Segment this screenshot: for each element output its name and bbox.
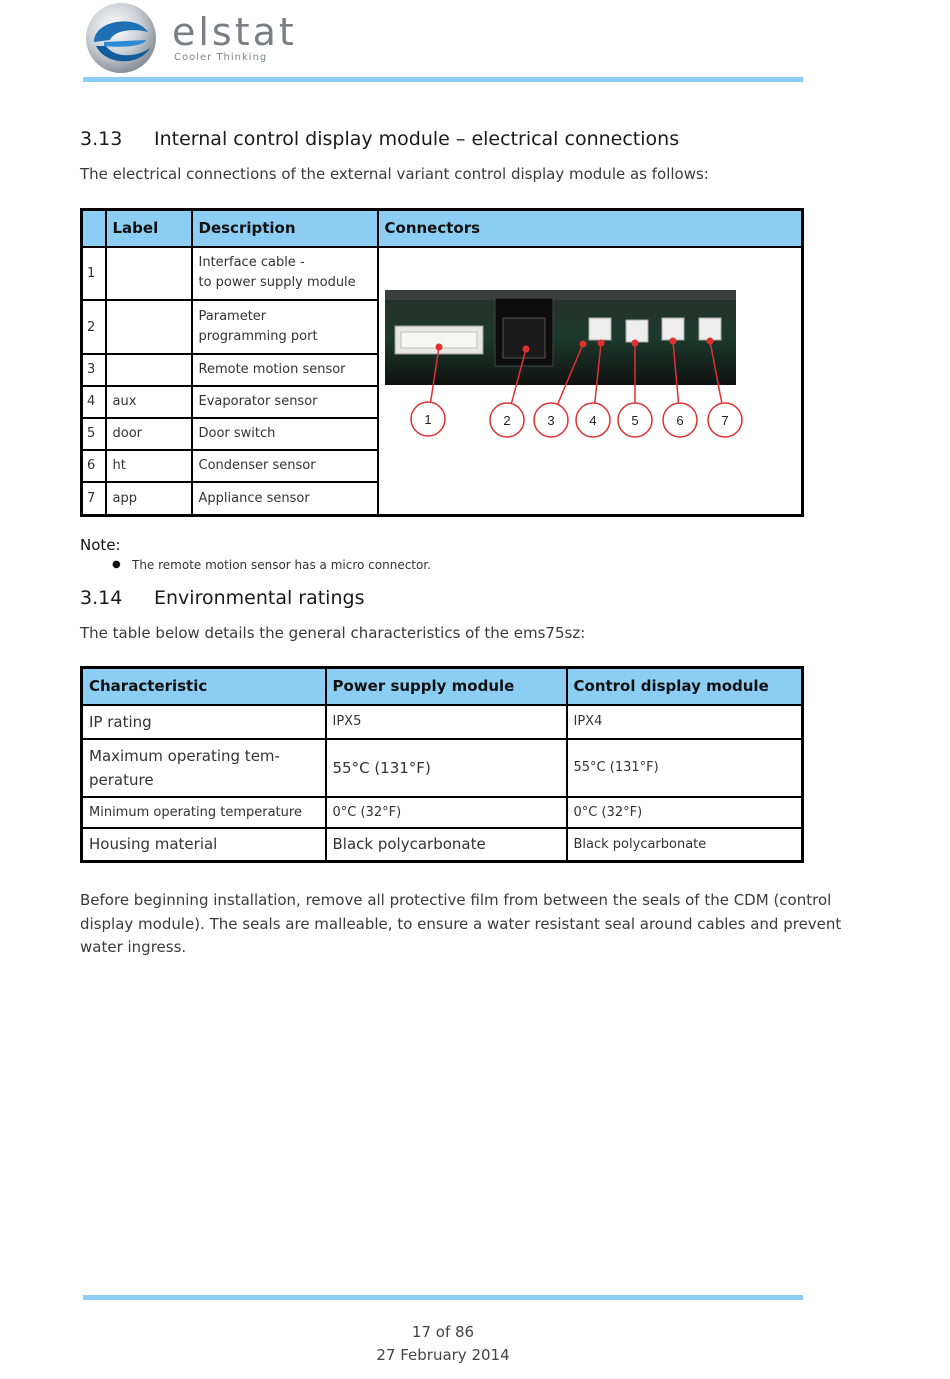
header-cell: Label [106, 210, 192, 247]
page-number: 17 of 86 [411, 1323, 475, 1341]
header-cell: Description [192, 210, 378, 247]
closing-paragraph [80, 889, 841, 960]
row-number: 4 [82, 386, 106, 418]
table-row [82, 797, 803, 828]
row-label: aux [106, 386, 192, 418]
paragraph-line: water ingress. [80, 938, 187, 956]
description-line: Interface cable - [198, 255, 305, 271]
row-description: Door switch [192, 418, 378, 450]
paragraph-line: Before beginning installation, remove all protective film from between the seals of the CDM (control [80, 891, 832, 909]
callout-label: 5 [630, 412, 639, 428]
header-cell: Power supply module [326, 668, 567, 705]
control-display-cell: IPX4 [567, 705, 803, 739]
row-number: 3 [82, 354, 106, 386]
header-cell [82, 210, 106, 247]
control-display-cell: 55°C (131°F) [567, 739, 803, 797]
row-description [192, 300, 378, 354]
section-title: Environmental ratings [154, 587, 365, 609]
section-intro: The table below details the general characteristics of the ems75sz: [80, 624, 586, 642]
row-label: ht [106, 450, 192, 482]
row-description: Remote motion sensor [192, 354, 378, 386]
header-cell: Characteristic [82, 668, 326, 705]
callout-label: 3 [546, 412, 555, 428]
bullet-icon: ● [112, 559, 121, 570]
callout-label: 4 [588, 412, 597, 428]
callout-label: 7 [720, 412, 729, 428]
connections-table [80, 208, 804, 517]
connector-board-photo [379, 248, 804, 510]
description-line: to power supply module [198, 275, 356, 291]
callout-label: 1 [423, 411, 432, 427]
row-label: door [106, 418, 192, 450]
connectors-cell [378, 247, 803, 516]
row-description: Evaporator sensor [192, 386, 378, 418]
table-row [82, 828, 803, 862]
characteristic-line: perature [89, 770, 154, 789]
paragraph-line: display module). The seals are malleable, to ensure a water resistant seal around cables and prevent [80, 914, 842, 933]
table-row [82, 705, 803, 739]
row-label [106, 354, 192, 386]
row-description: Condenser sensor [192, 450, 378, 482]
description-line: Parameter [198, 309, 267, 325]
row-label [106, 247, 192, 301]
table-row [82, 739, 803, 797]
header-rule [83, 77, 803, 82]
table-row [82, 247, 803, 301]
document-date: 27 February 2014 [376, 1346, 510, 1364]
characteristic-cell: IP rating [82, 705, 326, 739]
note-item: The remote motion sensor has a micro connector. [132, 558, 431, 572]
control-display-cell: Black polycarbonate [567, 828, 803, 862]
callout-label: 2 [502, 412, 511, 428]
characteristic-line: Maximum operating tem- [89, 746, 280, 765]
row-number: 6 [82, 450, 106, 482]
header-cell: Connectors [378, 210, 803, 247]
table-header-row [82, 668, 803, 705]
power-supply-cell: 0°C (32°F) [326, 797, 567, 828]
row-label: app [106, 482, 192, 515]
control-display-cell: 0°C (32°F) [567, 797, 803, 828]
row-label [106, 300, 192, 354]
row-description: Appliance sensor [192, 482, 378, 515]
power-supply-cell: 55°C (131°F) [326, 739, 567, 797]
elstat-logo-icon [84, 2, 158, 74]
row-number: 1 [82, 247, 106, 301]
table-header-row [82, 210, 803, 247]
brand-tagline: Cooler Thinking [174, 52, 268, 63]
description-line: programming port [198, 329, 318, 345]
power-supply-cell: IPX5 [326, 705, 567, 739]
row-number: 5 [82, 418, 106, 450]
section-title: Internal control display module – electrical connections [154, 128, 680, 150]
power-supply-cell: Black polycarbonate [326, 828, 567, 862]
environmental-ratings-table [80, 666, 804, 863]
row-number: 7 [82, 482, 106, 515]
row-description [192, 247, 378, 301]
section-number: 3.13 [80, 128, 123, 150]
row-number: 2 [82, 300, 106, 354]
note-label: Note: [80, 536, 121, 554]
footer-rule [83, 1295, 803, 1300]
brand-name: elstat [172, 10, 297, 54]
characteristic-cell: Housing material [82, 828, 326, 862]
characteristic-cell: Minimum operating temperature [82, 797, 326, 828]
header-cell: Control display module [567, 668, 803, 705]
characteristic-cell [82, 739, 326, 797]
section-intro: The electrical connections of the external variant control display module as follows: [80, 165, 709, 183]
section-number: 3.14 [80, 587, 123, 609]
callout-label: 6 [675, 412, 684, 428]
